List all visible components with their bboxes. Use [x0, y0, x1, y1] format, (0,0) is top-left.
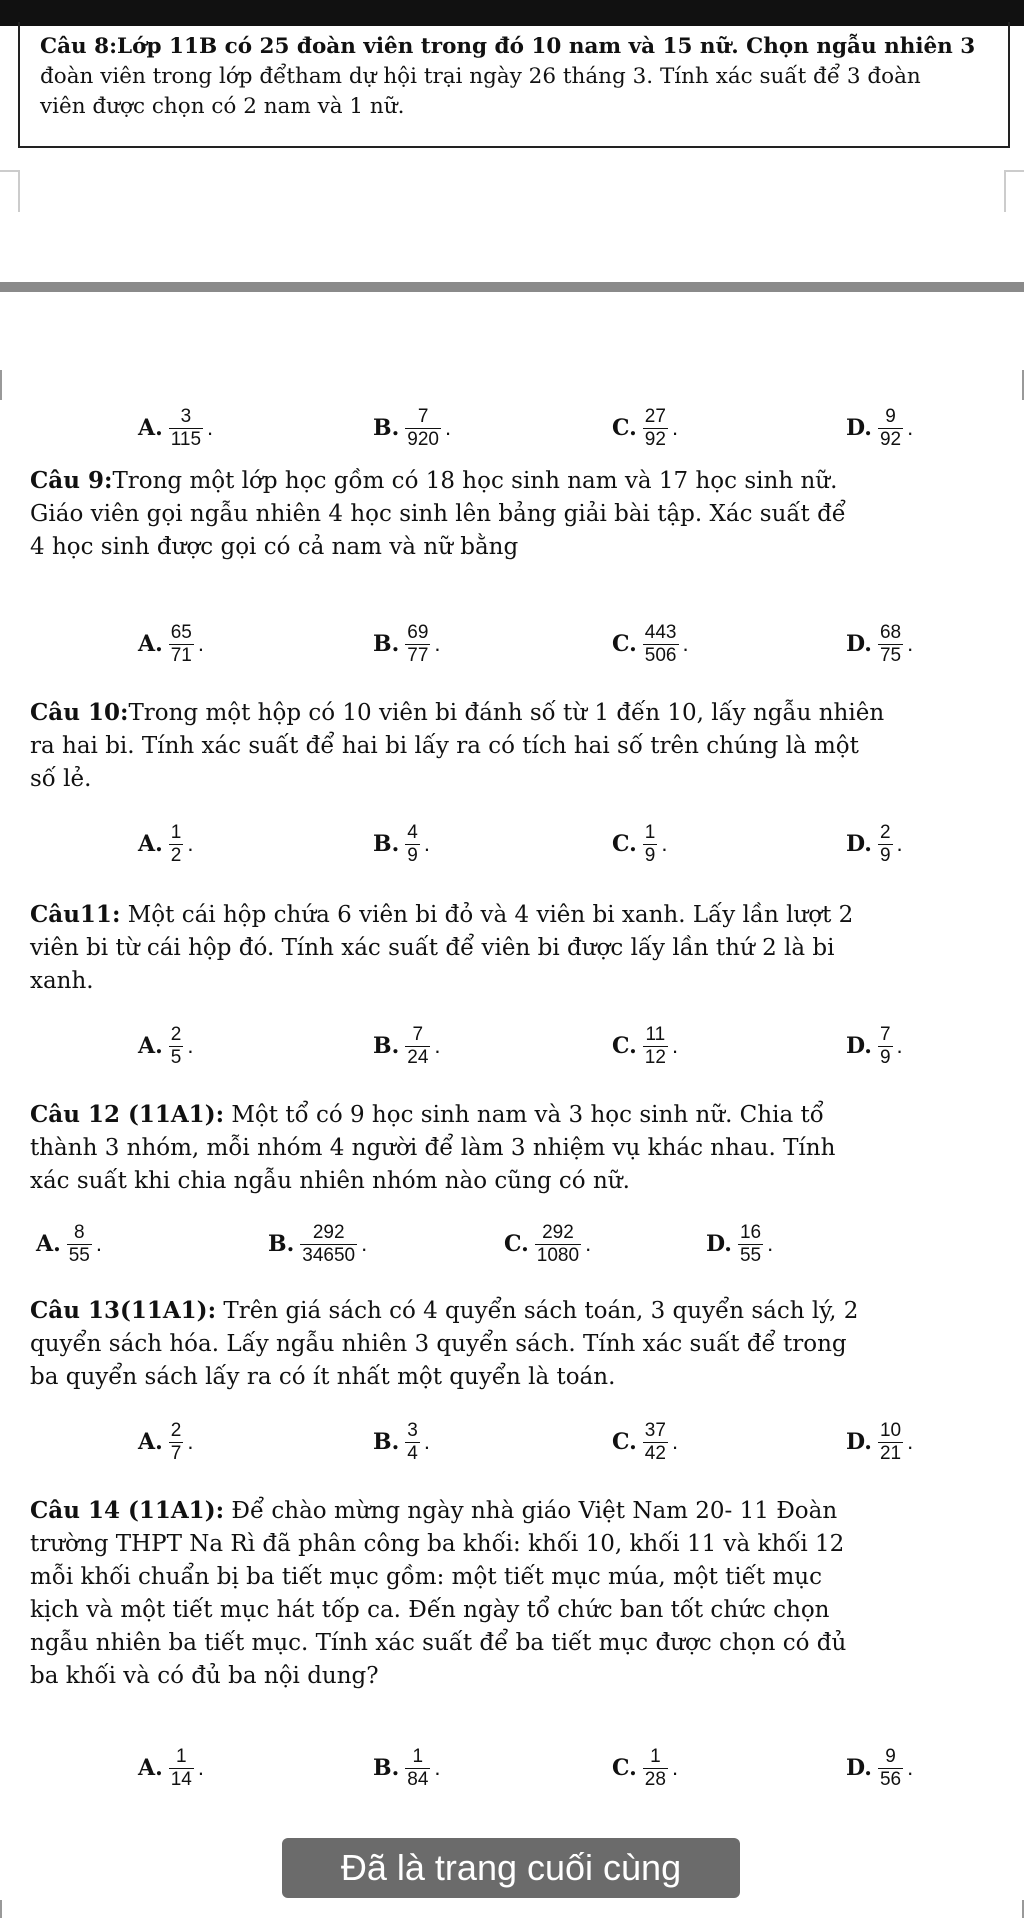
question-14-text: Câu 14 (11A1): Để chào mừng ngày nhà giáo Việt Nam 20- 11 Đoàn trường THPT Na Rì đã phân công ba khối: khối 10, khối 11 và khối 12 mỗi khối chuẩn bị ba tiết mục gồm: một tiết mục múa, một tiết mục kịch và một tiết mục hát tốp ca. Đến ngày tổ chức ban tốt chức chọn ngẫu nhiên ba tiết mục. Tính xác suất để ba tiết mục được chọn có đủ ba khối và có đủ ba nội dung?	[30, 1497, 847, 1689]
q10-option-c[interactable]: C. $\frac{1}{9}$ .	[612, 821, 668, 866]
q9-label: Câu 9:	[30, 467, 113, 494]
q9-option-c[interactable]: C. $\frac{443}{506}$ .	[612, 621, 689, 666]
page-corner-right	[1004, 170, 1024, 212]
fraction: $\frac{8}{55}$	[68, 1221, 90, 1266]
fraction: $\frac{69}{77}$	[407, 621, 429, 666]
fraction: $\frac{7}{9}$	[879, 1023, 891, 1068]
fraction: $\frac{2}{7}$	[170, 1419, 182, 1464]
fraction: $\frac{68}{75}$	[879, 621, 902, 666]
page-corner-left	[0, 170, 20, 212]
q11-option-d[interactable]: D. $\frac{7}{9}$ .	[846, 1023, 903, 1068]
q9-option-a[interactable]: A. $\frac{65}{71}$ .	[138, 621, 204, 666]
q13-option-c[interactable]: C. $\frac{37}{42}$ .	[612, 1419, 679, 1464]
q10-option-d[interactable]: D. $\frac{2}{9}$ .	[846, 821, 903, 866]
q8-line-2: đoàn viên trong lớp đểtham dự hội trại ngày 26 tháng 3. Tính xác suất để 3 đoàn	[40, 64, 921, 89]
q13-option-d[interactable]: D. $\frac{10}{21}$ .	[846, 1419, 914, 1464]
fraction: $\frac{9}{92}$	[879, 405, 902, 450]
q12-label: Câu 12 (11A1):	[30, 1101, 225, 1128]
q8-option-b[interactable]: B. $\frac{7}{920}$ .	[373, 405, 452, 450]
q13-options	[0, 1412, 1024, 1472]
fraction: $\frac{10}{21}$	[879, 1419, 902, 1464]
q11-option-c[interactable]: C. $\frac{11}{12}$ .	[612, 1023, 679, 1068]
fraction: $\frac{1}{14}$	[170, 1745, 192, 1790]
q14-options	[0, 1738, 1024, 1798]
q12-option-c[interactable]: C. $\frac{292}{1080}$ .	[504, 1221, 592, 1266]
q11-label: Câu11:	[30, 901, 121, 928]
page-separator-bar	[0, 282, 1024, 292]
fraction: $\frac{27}{92}$	[644, 405, 666, 450]
question-8-text	[40, 32, 1000, 122]
q12-option-b[interactable]: B. $\frac{292}{34650}$ .	[268, 1221, 368, 1266]
fraction: $\frac{1}{9}$	[644, 821, 656, 866]
q14-option-c[interactable]: C. $\frac{1}{28}$ .	[612, 1745, 679, 1790]
fraction: $\frac{16}{55}$	[739, 1221, 762, 1266]
fraction: $\frac{1}{2}$	[170, 821, 182, 866]
q9-option-b[interactable]: B. $\frac{69}{77}$ .	[373, 621, 441, 666]
q9-options	[0, 614, 1024, 674]
q14-option-d[interactable]: D. $\frac{9}{56}$ .	[846, 1745, 914, 1790]
q10-label: Câu 10:	[30, 699, 129, 726]
question-13-text: Câu 13(11A1): Trên giá sách có 4 quyển sách toán, 3 quyển sách lý, 2 quyển sách hóa. Lấy ngẫu nhiên 3 quyển sách. Tính xác suất để trong ba quyển sách lấy ra có ít nhất một quyển là toán.	[30, 1297, 859, 1390]
fraction: $\frac{1}{84}$	[407, 1745, 429, 1790]
fraction: $\frac{443}{506}$	[644, 621, 677, 666]
q13-option-b[interactable]: B. $\frac{3}{4}$ .	[373, 1419, 430, 1464]
fraction: $\frac{65}{71}$	[170, 621, 192, 666]
q14-label: Câu 14 (11A1):	[30, 1497, 225, 1524]
q10-option-b[interactable]: B. $\frac{4}{9}$ .	[373, 821, 430, 866]
q10-options	[0, 814, 1024, 874]
fraction: $\frac{11}{12}$	[644, 1023, 666, 1068]
question-12-text: Câu 12 (11A1): Một tổ có 9 học sinh nam và 3 học sinh nữ. Chia tổ thành 3 nhóm, mỗi nhóm 4 người để làm 3 nhiệm vụ khác nhau. Tính xác suất khi chia ngẫu nhiên nhóm nào cũng có nữ.	[30, 1101, 836, 1194]
q8-option-c[interactable]: C. $\frac{27}{92}$ .	[612, 405, 679, 450]
q11-option-b[interactable]: B. $\frac{7}{24}$ .	[373, 1023, 441, 1068]
fraction: $\frac{1}{28}$	[644, 1745, 666, 1790]
q11-option-a[interactable]: A. $\frac{2}{5}$ .	[138, 1023, 194, 1068]
q12-options	[0, 1214, 1024, 1274]
q14-option-b[interactable]: B. $\frac{1}{84}$ .	[373, 1745, 441, 1790]
fraction: $\frac{7}{24}$	[407, 1023, 429, 1068]
fraction: $\frac{292}{34650}$	[302, 1221, 356, 1266]
page-edge-bottom-left	[0, 1900, 2, 1918]
q11-options	[0, 1016, 1024, 1076]
q8-option-a[interactable]: A. $\frac{3}{115}$ .	[138, 405, 214, 450]
q8-line-1: Câu 8:Lớp 11B có 25 đoàn viên trong đó 10 nam và 15 nữ. Chọn ngẫu nhiên 3	[40, 34, 976, 59]
q12-option-d[interactable]: D. $\frac{16}{55}$ .	[706, 1221, 774, 1266]
fraction: $\frac{37}{42}$	[644, 1419, 666, 1464]
fraction: $\frac{3}{4}$	[407, 1419, 418, 1464]
q9-option-d[interactable]: D. $\frac{68}{75}$ .	[846, 621, 914, 666]
question-11-text: Câu11: Một cái hộp chứa 6 viên bi đỏ và 4 viên bi xanh. Lấy lần lượt 2 viên bi từ cái hộp đó. Tính xác suất để viên bi được lấy lần thứ 2 là bi xanh.	[30, 901, 854, 994]
q13-option-a[interactable]: A. $\frac{2}{7}$ .	[138, 1419, 194, 1464]
fraction: $\frac{9}{56}$	[879, 1745, 902, 1790]
last-page-toast: Đã là trang cuối cùng	[282, 1838, 740, 1898]
fraction: $\frac{2}{5}$	[170, 1023, 182, 1068]
question-10-text: Câu 10:Trong một hộp có 10 viên bi đánh số từ 1 đến 10, lấy ngẫu nhiên ra hai bi. Tính xác suất để hai bi lấy ra có tích hai số trên chúng là một số lẻ.	[30, 699, 885, 792]
fraction: $\frac{292}{1080}$	[536, 1221, 580, 1266]
fraction: $\frac{2}{9}$	[879, 821, 891, 866]
question-9-text: Câu 9:Trong một lớp học gồm có 18 học sinh nam và 17 học sinh nữ. Giáo viên gọi ngẫu nhiên 4 học sinh lên bảng giải bài tập. Xác suất để 4 học sinh được gọi có cả nam và nữ bằng	[30, 467, 846, 560]
fraction: $\frac{7}{920}$	[407, 405, 439, 450]
q14-option-a[interactable]: A. $\frac{1}{14}$ .	[138, 1745, 204, 1790]
fraction: $\frac{3}{115}$	[170, 405, 202, 450]
q8-option-d[interactable]: D. $\frac{9}{92}$ .	[846, 405, 914, 450]
q13-label: Câu 13(11A1):	[30, 1297, 217, 1324]
fraction: $\frac{4}{9}$	[407, 821, 418, 866]
page-edge-left	[0, 370, 2, 400]
q12-option-a[interactable]: A. $\frac{8}{55}$ .	[36, 1221, 102, 1266]
q8-options	[0, 398, 1024, 458]
q8-line-3: viên được chọn có 2 nam và 1 nữ.	[40, 94, 405, 119]
q10-option-a[interactable]: A. $\frac{1}{2}$ .	[138, 821, 194, 866]
